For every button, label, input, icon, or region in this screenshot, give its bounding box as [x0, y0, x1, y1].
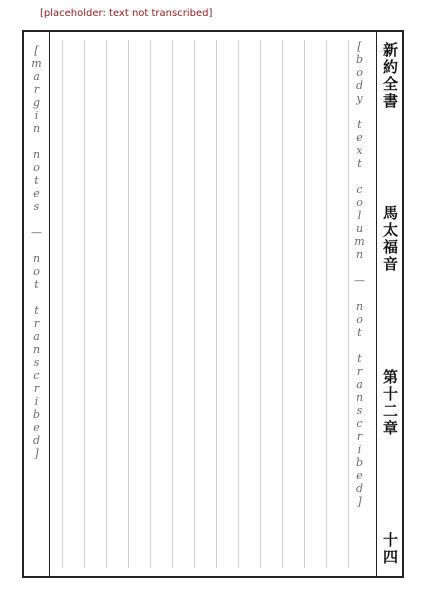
body-column — [84, 40, 106, 568]
page-number: 十四 — [381, 531, 399, 566]
book-title: 新約全書 — [381, 42, 399, 110]
body-text — [46, 32, 376, 576]
body-column — [194, 40, 216, 568]
body-column — [62, 40, 84, 568]
margin-notes-placeholder: [margin notes — not transcribed] — [30, 44, 43, 460]
body-column — [348, 40, 370, 568]
body-column — [282, 40, 304, 568]
body-column — [172, 40, 194, 568]
body-column — [216, 40, 238, 568]
page-frame — [22, 30, 404, 578]
body-column — [304, 40, 326, 568]
placeholder-notice: [placeholder: text not transcribed] — [40, 8, 213, 19]
body-column — [238, 40, 260, 568]
body-column — [128, 40, 150, 568]
margin-notes — [24, 32, 50, 576]
body-column — [326, 40, 348, 568]
chapter-label: 第十二章 — [381, 368, 399, 437]
body-column — [106, 40, 128, 568]
body-column — [150, 40, 172, 568]
body-column — [260, 40, 282, 568]
body-column-placeholder: [body text column — not transcribed] — [353, 40, 366, 508]
running-header — [376, 32, 402, 576]
book-name: 馬太福音 — [381, 205, 399, 274]
